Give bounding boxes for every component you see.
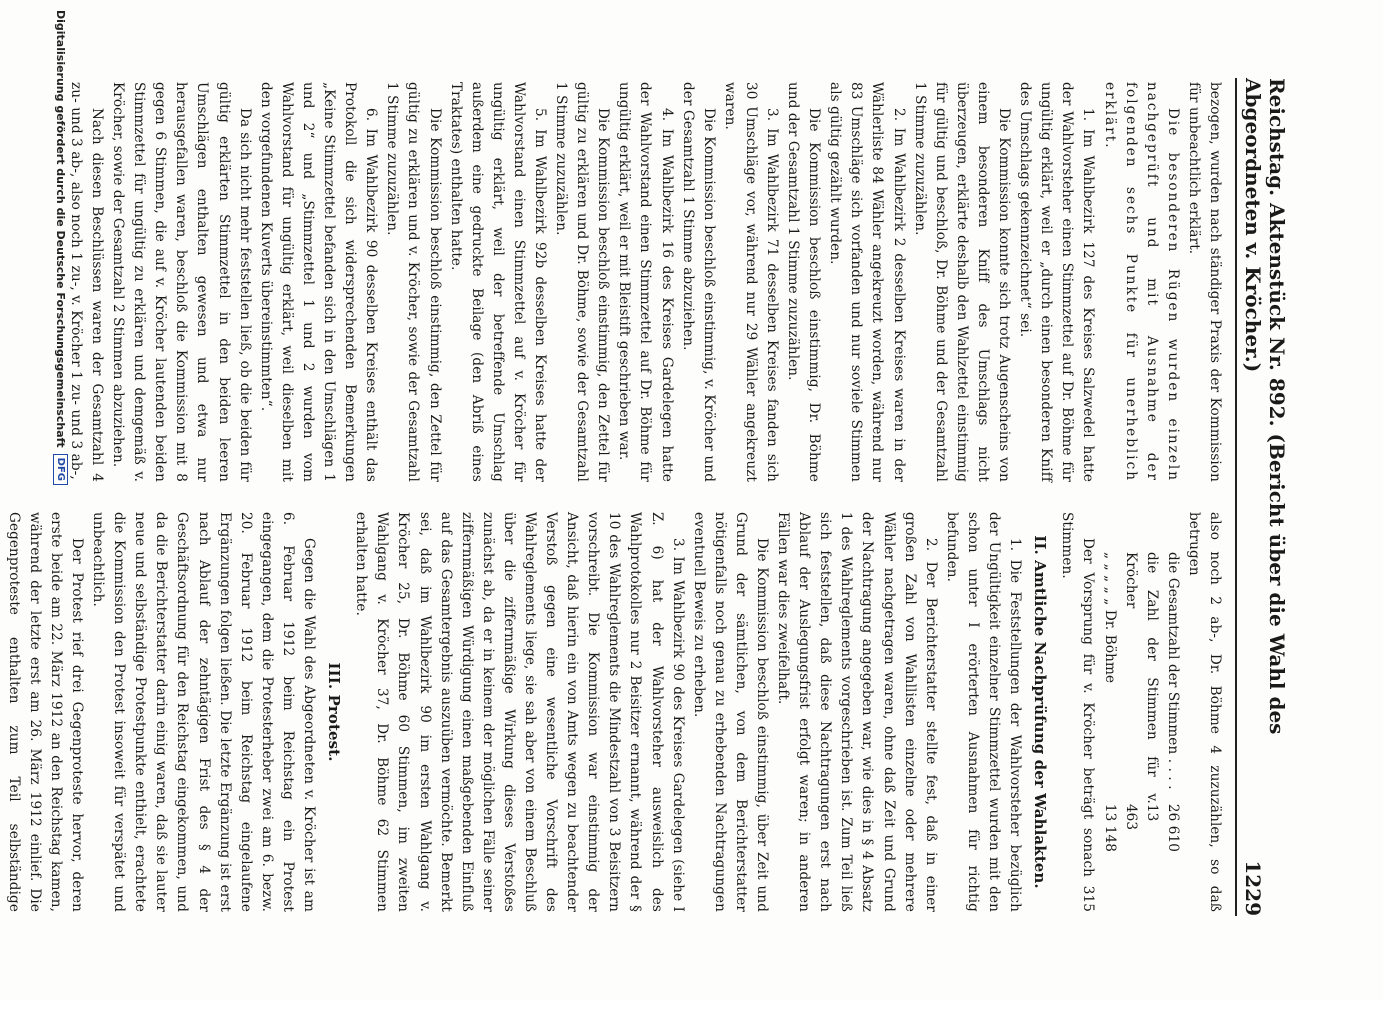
digitization-note xyxy=(53,0,68,1010)
paragraph: also noch 2 ab-, Dr. Böhme 4 zuzuzählen, so daß betrugen xyxy=(1185,512,1223,912)
section-heading: II. Amtliche Nachprüfung der Wahlakten. xyxy=(1031,535,1050,889)
vote-tally xyxy=(1098,552,1182,912)
paragraph: Da sich nicht mehr feststellen ließ, ob die beiden für gültig erklärten Stimmzettel in den beiden leeren Umschlägen enthalten gewesen und etwa nur herausgefallen waren, beschloß die Kommission mit 8 gegen 6 Stimmen, die auf v. Kröcher lautenden beiden Stimmzettel für ungültig zu erklären und demgemäß v. Kröcher, sowie der Gesamtzahl 2 Stimmen abzuziehen. xyxy=(110,82,253,482)
tally-label: die Gesamtzahl der Stimmen . . . . xyxy=(1164,552,1181,790)
tally-label: „ „ „ „ „ Dr. Böhme xyxy=(1101,552,1118,684)
page-header xyxy=(1235,78,1289,916)
paragraph: Der Protest rief drei Gegenproteste hervor, deren erste beide am 22. März 1912 an den Reichstag kamen, während der letzte erst am 26. März 1912 einlief. Die Gegenproteste enthalten zum Teil selbständige xyxy=(5,512,86,912)
tally-row xyxy=(1098,552,1119,852)
paragraph: Gegen die Wahl des Abgeordneten v. Kröcher ist am 6. Februar 1912 beim Reichstag ein Protest eingegangen, dem die Protesterheber zwei am 6. bezw. 20. Februar 1912 beim Reichstag eingelaufene Ergänzungen folgen ließen. Die letzte Ergänzung ist erst nach Ablauf der zehntägigen Frist des § 4 der Geschäftsordnung für den Reichstag eingekommen, und da die Berichterstatter darin einig waren, daß sie lauter neue und selbständige Protestpunkte enthielt, erachtete die Kommission den Protest insoweit für verspätet und unbeachtlich. xyxy=(90,512,318,912)
paragraph: Nach diesen Beschlüssen waren der Gesamtzahl 4 zu- und 3 ab-, also noch 1 zu-, v. Kröcher 1 zu- und 3 ab-, xyxy=(67,82,106,482)
paragraph: 3. Im Wahlbezirk 71 desselben Kreises fanden sich 30 Umschläge vor, während nur 29 Wähler angekreuzt waren. xyxy=(721,82,781,482)
paragraph: 1. Die Feststellungen der Wahlvorsteher bezüglich der Ungültigkeit einzelner Stimmzettel wurden mit den schon unter I erörterten Ausnahmen für richtig befunden. xyxy=(943,512,1024,912)
tally-value: 13 463 xyxy=(1122,803,1160,831)
paragraph: Die Kommission beschloß einstimmig, den Zettel für gültig zu erklären und Dr. Böhme, sowie der Gesamtzahl 1 Stimme zuzuzählen. xyxy=(553,82,612,482)
tally-row xyxy=(1120,552,1162,852)
digitization-text: Digitalisierung gefördert durch die Deutsche Forschungsgemeinschaft xyxy=(54,10,67,448)
paragraph: Die besonderen Rügen wurden einzeln nachgeprüft und mit Ausnahme der folgenden sechs Punkte für unerheblich erklärt. xyxy=(1101,82,1181,482)
page-number: 1229 xyxy=(1241,860,1265,916)
dfg-logo: DFG xyxy=(53,454,68,485)
paragraph: 2. Im Wahlbezirk 2 desselben Kreises waren in der Wählerliste 84 Wähler angekreuzt worden, während nur 83 Umschläge sich vorfanden und nur soviele Stimmen als gültig gezählt wurden. xyxy=(827,82,907,482)
paragraph: 3. Im Wahlbezirk 90 des Kreises Gardelegen (siehe I Z. 6) hat der Wahlvorsteher ausweislich des Wahlprotokolles nur 2 Beisitzer ernannt, während der § 10 des Wahlreglements die Mindestzahl von 3 Beisitzern vorschreibt. Die Kommission war einstimmig der Ansicht, daß hierin ein von Amts wegen zu beachtender Verstoß gegen eine wesentliche Vorschrift des Wahlreglements liege, sie sah aber von einem Beschluß über die ziffernmäßige Wirkung dieses Verstoßes zunächst ab, da er in keinem der möglichen Fälle seiner ziffernmäßigen Würdigung einen maßgebenden Einfluß auf das Gesamtergebnis auszuüben vermöchte. Bemerkt sei, daß im Wahlbezirk 90 im ersten Wahlgang v. Kröcher 25, Dr. Böhme 60 Stimmen, im zweiten Wahlgang v. Kröcher 37, Dr. Böhme 62 Stimmen erhalten hatte. xyxy=(353,512,686,912)
section-heading: III. Protest. xyxy=(325,662,344,762)
header-title: Reichstag. Aktenstück Nr. 892. (Bericht über die Wahl des Abgeordneten v. Kröcher.) xyxy=(1241,78,1289,735)
paragraph: Die Kommission beschloß einstimmig, den Zettel für gültig zu erklären und v. Kröcher, sowie der Gesamtzahl 1 Stimme zuzuzählen. xyxy=(384,82,443,482)
paragraph: 6. Im Wahlbezirk 90 desselben Kreises enthält das Protokoll die sich widersprechenden Bemerkungen „Keine Stimmzettel befanden sich in den Umschlägen 1 und 2“ und „Stimmzettel 1 und 2 wurden vom Wahlvorstand für ungültig erklärt, weil dieselben mit den vorgefundenen Kuverts übereinstimmten“. xyxy=(257,82,380,482)
paragraph: Die Kommission konnte sich trotz Augenscheins von einem besonderen Kniff des Umschlags nicht überzeugen, erklärte deshalb den Wahlzettel einstimmig für gültig und beschloß, Dr. Böhme und der Gesamtzahl 1 Stimme zuzuzählen. xyxy=(911,82,1013,482)
paragraph: 2. Der Berichterstatter stellte fest, daß in einer großen Zahl von Wahllisten einzelne oder mehrere Wähler nachgetragen waren, ohne daß Zeit und Grund der Nachtragung angegeben war, wie dies in § 4 Absatz 1 des Wahlreglements vorgeschrieben ist. Zum Teil ließ sich feststellen, daß diese Nachtragungen erst nach Ablauf der Auslegungsfrist erfolgt waren; in anderen Fällen war dies zweifelhaft. xyxy=(775,512,939,912)
paragraph: Der Vorsprung für v. Kröcher beträgt sonach 315 Stimmen. xyxy=(1059,512,1097,912)
left-column xyxy=(65,82,1225,482)
right-column xyxy=(0,512,1225,912)
paragraph: 1. Im Wahlbezirk 127 des Kreises Salzwedel hatte der Wahlvorsteher einen Stimmzettel auf Dr. Böhme für ungültig erklärt, weil er „durch einen besonderen Kniff des Umschlags gekennzeichnet“ sei. xyxy=(1017,82,1097,482)
paragraph: 4. Im Wahlbezirk 16 des Kreises Gardelegen hatte der Wahlvorstand einen Stimmzettel auf Dr. Böhme für ungültig erklärt, weil er mit Bleistift geschrieben war. xyxy=(616,82,675,482)
tally-value: 26 610 xyxy=(1164,803,1181,852)
paragraph: bezogen, wurden nach ständiger Praxis der Kommission für unbeachtlich erklärt. xyxy=(1185,82,1223,482)
paragraph: 5. Im Wahlbezirk 92b desselben Kreises hatte der Wahlvorstand einen Stimmzettel auf v. Kröcher für ungültig erklärt, weil der betreffende Umschlag außerdem eine gedruckte Beilage (den Abriß eines Traktates) enthalten hatte. xyxy=(447,82,548,482)
paragraph: Die Kommission beschloß einstimmig, über Zeit und Grund der sämtlichen, von dem Berichterstatter nötigenfalls noch genau zu erhebenden Nachtragungen eventuell Beweis zu erheben. xyxy=(690,512,771,912)
paragraph: Die Kommission beschloß einstimmig, v. Kröcher und der Gesamtzahl 1 Stimme abzuziehen. xyxy=(679,82,717,482)
tally-row xyxy=(1162,552,1183,852)
paragraph: Die Kommission beschloß einstimmig, Dr. Böhme und der Gesamtzahl 1 Stimme zuzuzählen. xyxy=(785,82,823,482)
tally-label: die Zahl der Stimmen für v. Kröcher xyxy=(1122,552,1160,804)
tally-value: 13 148 xyxy=(1101,803,1118,852)
